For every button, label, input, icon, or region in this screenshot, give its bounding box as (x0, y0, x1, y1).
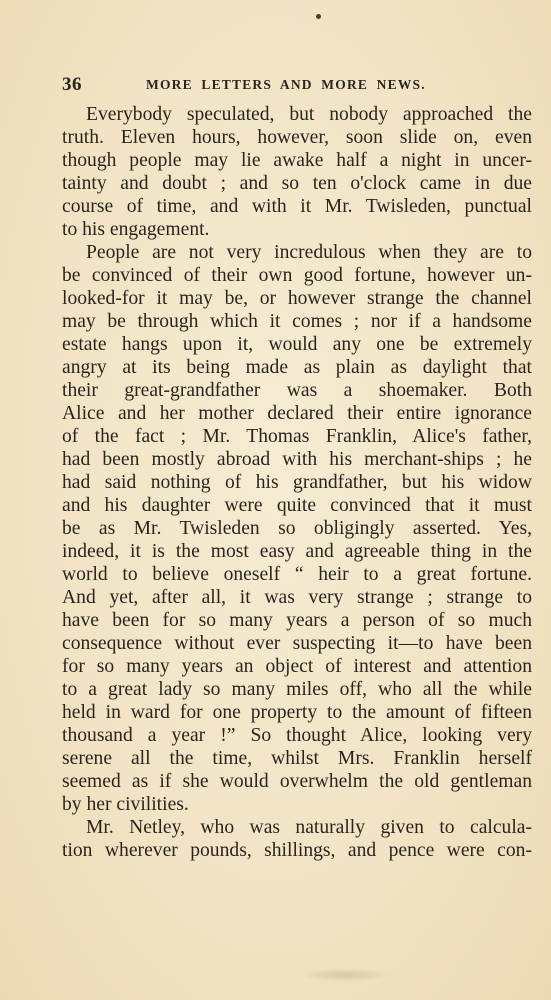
text-line: held in ward for one property to the amount of fifteen (62, 702, 532, 723)
text-line: course of time, and with it Mr. Twisleden, punctual (62, 196, 532, 217)
text-line: have been for so many years a person of so much (62, 610, 532, 631)
text-line: People are not very incredulous when they are to (86, 242, 532, 263)
text-line: though people may lie awake half a night in uncer- (62, 150, 532, 171)
text-line: indeed, it is the most easy and agreeable thing in the (62, 541, 532, 562)
text-line: Alice and her mother declared their entire ignorance (62, 403, 532, 424)
text-line: consequence without ever suspecting it—to have been (62, 633, 532, 654)
text-line: serene all the time, whilst Mrs. Franklin herself (62, 748, 532, 769)
text-line: And yet, after all, it was very strange ; strange to (62, 587, 532, 608)
text-line: and his daughter were quite convinced that it must (62, 495, 532, 516)
ink-dot (316, 14, 321, 19)
text-line: angry at its being made as plain as daylight that (62, 357, 532, 378)
text-line: had said nothing of his grandfather, but his widow (62, 472, 532, 493)
text-line: may be through which it comes ; nor if a handsome (62, 311, 532, 332)
text-line: their great-grandfather was a shoemaker. Both (62, 380, 532, 401)
text-line: tainty and doubt ; and so ten o'clock came in due (62, 173, 532, 194)
text-line: had been mostly abroad with his merchant-ships ; he (62, 449, 532, 470)
paper-stain (300, 968, 390, 982)
text-line: to his engagement. (62, 219, 210, 240)
text-line: to a great lady so many miles off, who all the while (62, 679, 532, 700)
running-head: MORE LETTERS AND MORE NEWS. (146, 77, 426, 92)
text-line: of the fact ; Mr. Thomas Franklin, Alice's father, (62, 426, 532, 447)
text-line: tion wherever pounds, shillings, and pence were con- (62, 840, 532, 861)
body-text (62, 103, 532, 862)
text-line: Mr. Netley, who was naturally given to calcula- (86, 817, 532, 838)
text-line: be convinced of their own good fortune, however un- (62, 265, 532, 286)
text-line: Everybody speculated, but nobody approached the (86, 104, 532, 125)
text-line: by her civilities. (62, 794, 189, 815)
text-line: seemed as if she would overwhelm the old gentleman (62, 771, 532, 792)
text-line: looked-for it may be, or however strange the channel (62, 288, 532, 309)
text-line: world to believe oneself “ heir to a great fortune. (62, 564, 532, 585)
text-line: be as Mr. Twisleden so obligingly asserted. Yes, (62, 518, 532, 539)
text-line: thousand a year !” So thought Alice, looking very (62, 725, 532, 746)
text-line: truth. Eleven hours, however, soon slide on, even (62, 127, 532, 148)
text-line: for so many years an object of interest and attention (62, 656, 532, 677)
text-line: estate hangs upon it, would any one be extremely (62, 334, 532, 355)
page-number: 36 (62, 74, 82, 95)
